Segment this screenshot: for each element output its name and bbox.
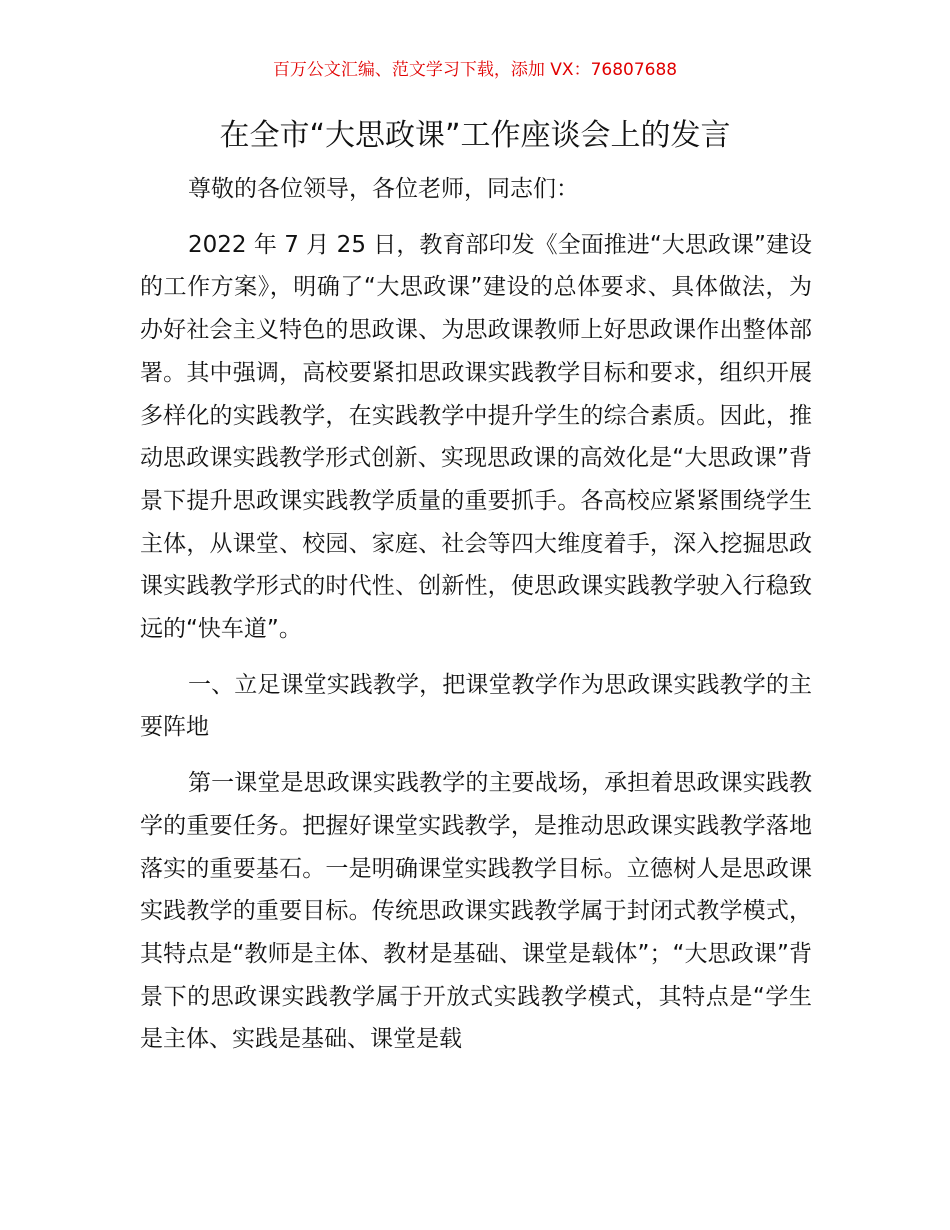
section-heading-1: 一、立足课堂实践教学，把课堂教学作为思政课实践教学的主要阵地 xyxy=(140,671,812,741)
header-watermark: 百万公文汇编、范文学习下载，添加 VX：76807688 xyxy=(272,60,678,80)
page-title: 在全市“大思政课”工作座谈会上的发言 xyxy=(219,118,731,153)
paragraph-intro: 2022 年 7 月 25 日，教育部印发《全面推进“大思政课”建设的工作方案》，明确了“大思政课”建设的总体要求、具体做法，为办好社会主义特色的思政课、为思政课教师上好思政课作出整体部署。其中强调，高校要紧扣思政课实践教学目标和要求，组织开展多样化的实践教学，在实践教学中提升学生的综合素质。因此，推动思政课实践教学形式创新、实现思政课的高效化是“大思政课”背景下提升思政课实践教学质量的重要抓手。各高校应紧紧围绕学生主体，从课堂、校园、家庭、社会等四大维度着手，深入挖掘思政课实践教学形式的时代性、创新性，使思政课实践教学驶入行稳致远的“快车道”。 xyxy=(140,231,812,643)
document-body xyxy=(140,168,812,1061)
paragraph-section-1: 第一课堂是思政课实践教学的主要战场，承担着思政课实践教学的重要任务。把握好课堂实践教学，是推动思政课实践教学落地落实的重要基石。一是明确课堂实践教学目标。立德树人是思政课实践教学的重要目标。传统思政课实践教学属于封闭式教学模式，其特点是“教师是主体、教材是基础、课堂是载体”；“大思政课”背景下的思政课实践教学属于开放式实践教学模式，其特点是“学生是主体、实践是基础、课堂是载 xyxy=(140,770,812,1053)
salutation: 尊敬的各位领导，各位老师，同志们： xyxy=(188,176,579,202)
